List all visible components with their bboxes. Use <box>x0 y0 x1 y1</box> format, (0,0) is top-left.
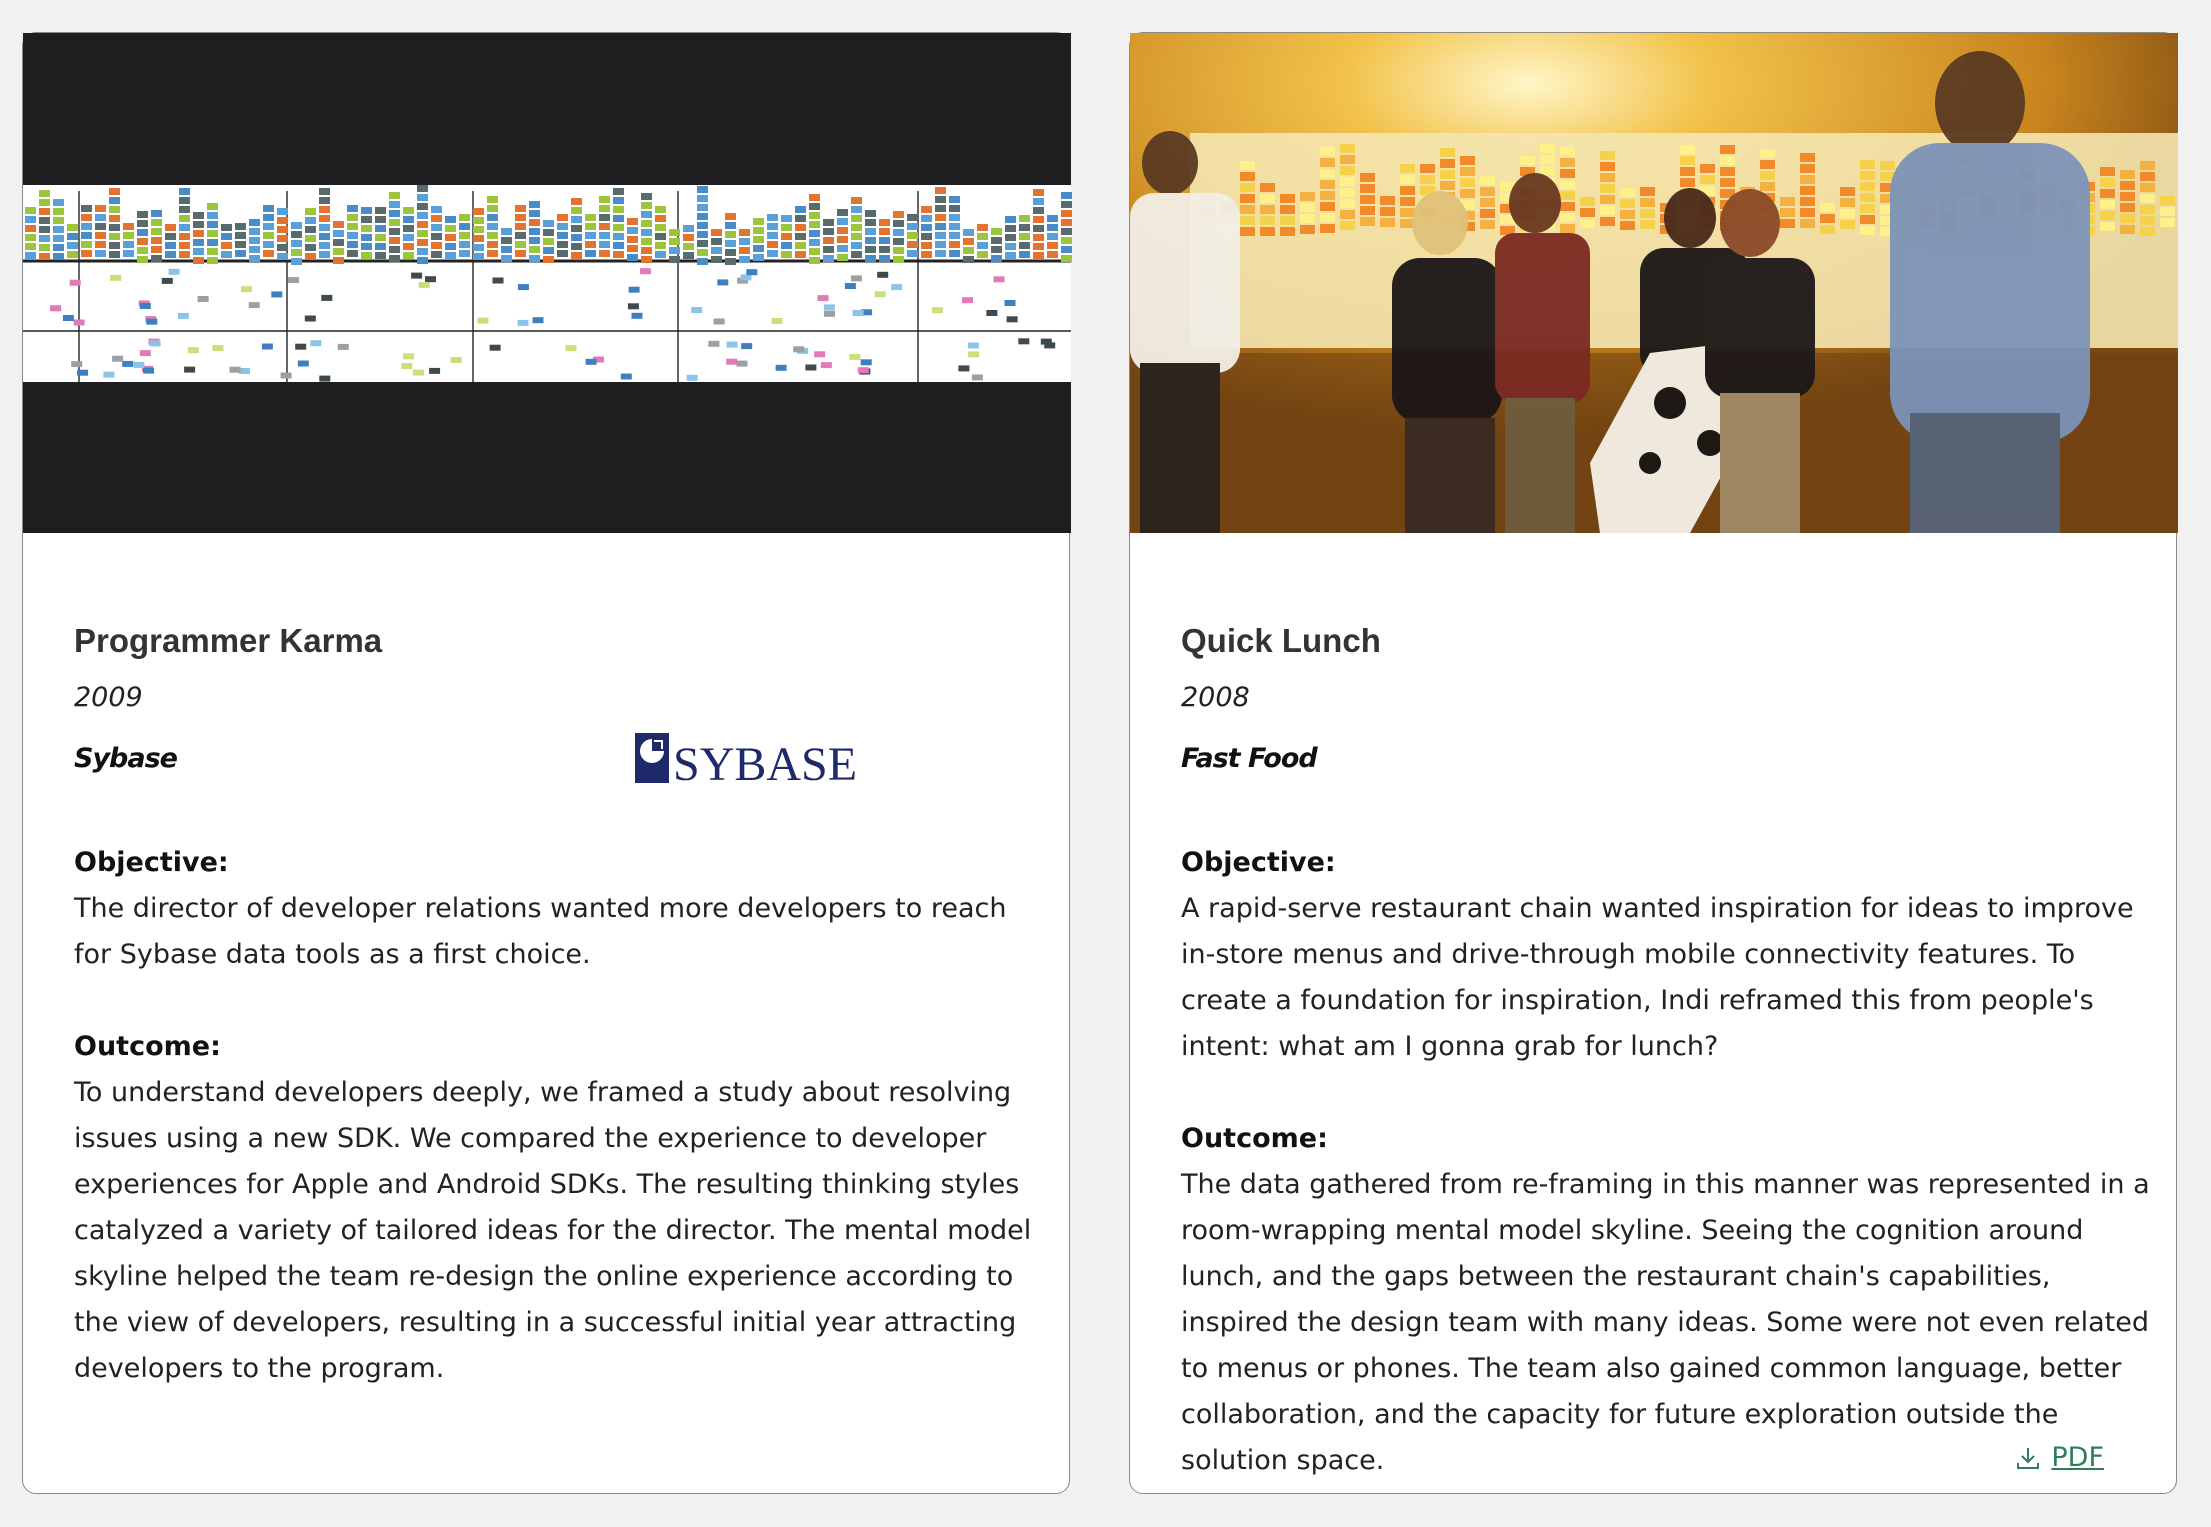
card-title: Quick Lunch <box>1181 622 1381 659</box>
outcome-text-line: room-wrapping mental model skyline. Seeing the cognition around <box>1181 1215 2084 1246</box>
outcome-text-line: to menus or phones. The team also gained common language, better <box>1181 1353 2122 1384</box>
pdf-label: PDF <box>2051 1442 2104 1473</box>
outcome-section <box>74 1024 1032 1392</box>
card-title: Programmer Karma <box>74 622 383 659</box>
outcome-label: Outcome: <box>1181 1123 1328 1154</box>
download-icon <box>2015 1445 2041 1471</box>
client-name: Sybase <box>74 743 177 774</box>
pdf-download-link[interactable] <box>2015 1442 2104 1473</box>
outcome-text-line: inspired the design team with many ideas. Some were not even related <box>1181 1307 2149 1338</box>
outcome-text-line: lunch, and the gaps between the restaurant chain's capabilities, <box>1181 1261 2051 1292</box>
outcome-text-line: developers to the program. <box>74 1353 445 1384</box>
objective-text-line: for Sybase data tools as a first choice. <box>74 939 591 970</box>
outcome-text-line: the view of developers, resulting in a successful initial year attracting <box>74 1307 1017 1338</box>
outcome-text-line: The data gathered from re-framing in this manner was represented in a <box>1181 1169 2150 1200</box>
objective-section <box>1181 840 2134 1070</box>
workshop-photo <box>1130 33 2176 533</box>
outcome-section <box>1181 1116 2150 1484</box>
objective-text-line: create a foundation for inspiration, Indi reframed this from people's <box>1181 985 2094 1016</box>
card-body <box>1181 533 2150 1493</box>
outcome-text-line: catalyzed a variety of tailored ideas for the director. The mental model <box>74 1215 1032 1246</box>
objective-text-line: The director of developer relations wanted more developers to reach <box>74 893 1007 924</box>
card-year: 2009 <box>74 682 143 713</box>
case-study-card-quick-lunch[interactable] <box>1129 32 2177 1494</box>
mental-model-diagram-image <box>23 33 1069 533</box>
outcome-text-line: skyline helped the team re-design the online experience according to <box>74 1261 1014 1292</box>
logo-wordmark: SYBASE <box>673 738 858 791</box>
outcome-text-line: solution space. <box>1181 1445 1385 1476</box>
card-body <box>74 533 1032 1493</box>
objective-label: Objective: <box>1181 847 1336 878</box>
card-year: 2008 <box>1181 682 1250 713</box>
objective-section <box>74 840 1021 978</box>
objective-text-line: in-store menus and drive-through mobile connectivity features. To <box>1181 939 2076 970</box>
outcome-text-line: collaboration, and the capacity for future exploration outside the <box>1181 1399 2059 1430</box>
objective-text-line: A rapid-serve restaurant chain wanted inspiration for ideas to improve <box>1181 893 2134 924</box>
objective-text-line: intent: what am I gonna grab for lunch? <box>1181 1031 1719 1062</box>
outcome-label: Outcome: <box>74 1031 221 1062</box>
client-name: Fast Food <box>1181 743 1317 774</box>
outcome-text-line: issues using a new SDK. We compared the experience to developer <box>74 1123 987 1154</box>
outcome-text-line: experiences for Apple and Android SDKs. The resulting thinking styles <box>74 1169 1020 1200</box>
case-study-card-programmer-karma[interactable] <box>22 32 1070 1494</box>
sybase-logo <box>631 727 858 791</box>
objective-label: Objective: <box>74 847 229 878</box>
outcome-text-line: To understand developers deeply, we framed a study about resolving <box>74 1077 1012 1108</box>
